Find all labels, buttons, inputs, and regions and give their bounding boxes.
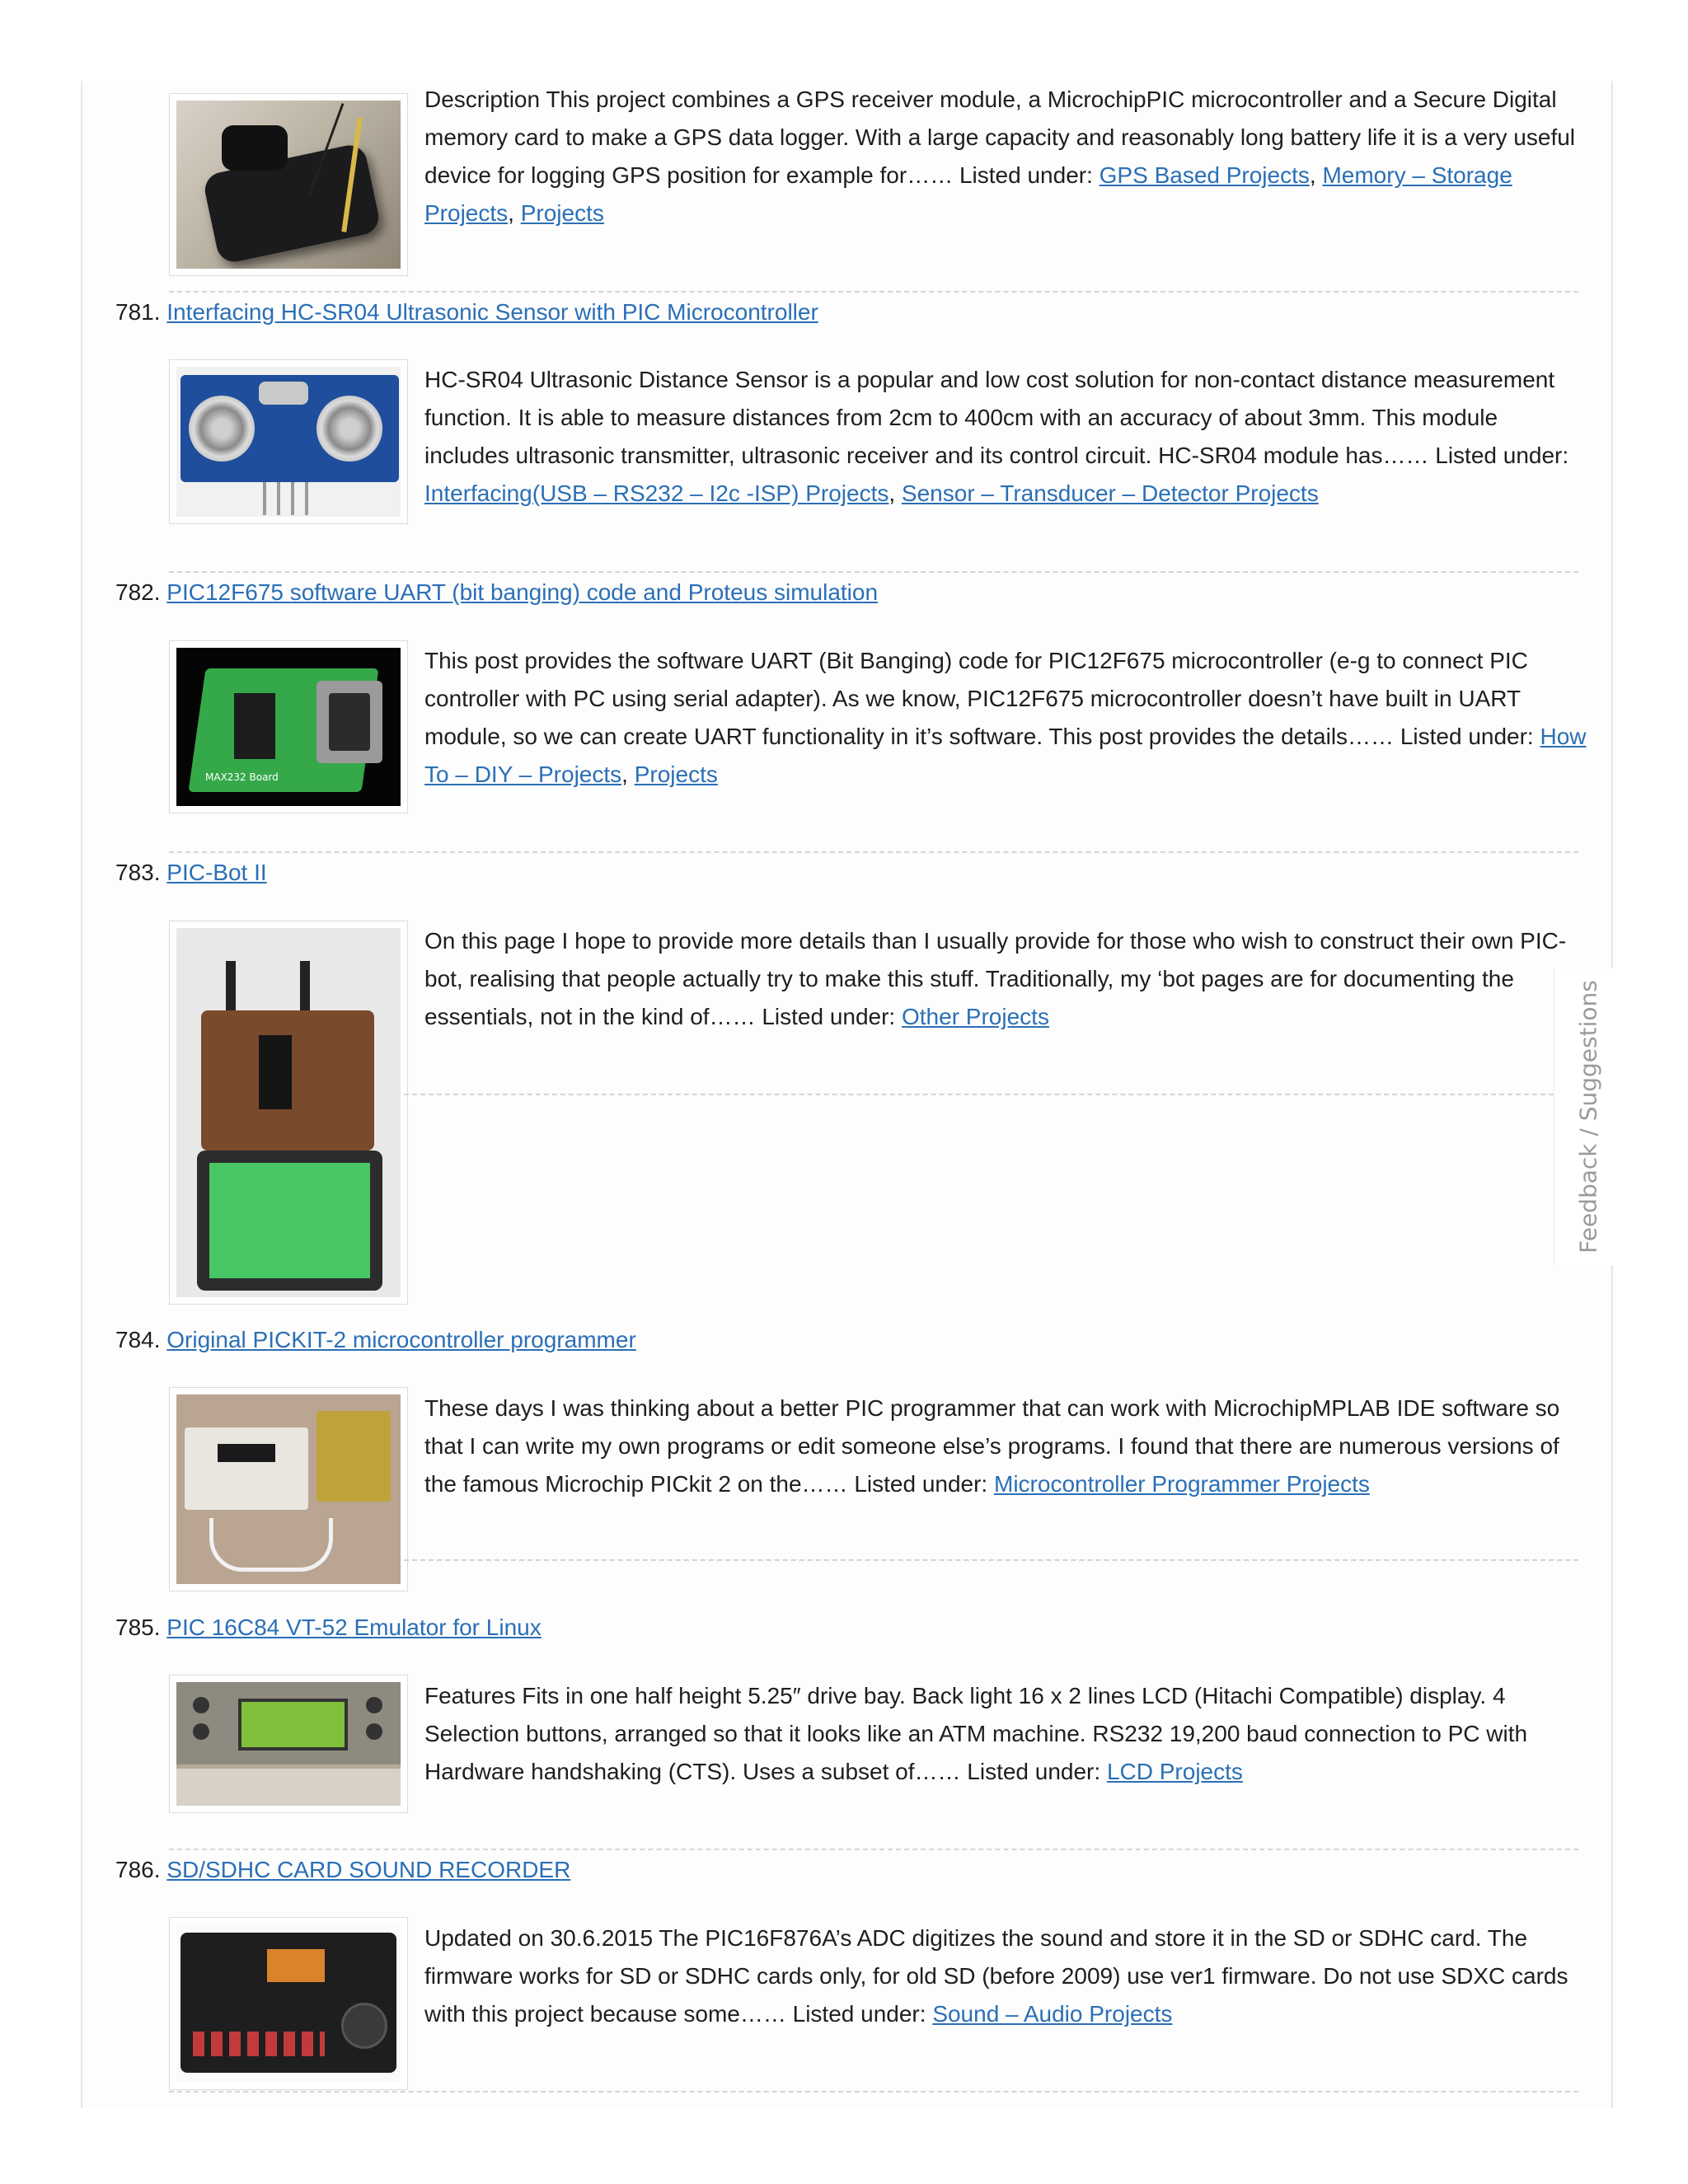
- pickit2-thumbnail[interactable]: [169, 1387, 408, 1591]
- entry-783-heading: [115, 858, 267, 888]
- entry-784-description: [424, 1390, 1587, 1503]
- entry-784-heading: [115, 1325, 636, 1355]
- vt52-emulator-thumbnail[interactable]: [169, 1675, 408, 1813]
- entry-782-text: This post provides the software UART (Bit Banging) code for PIC12F675 microcontroller (e-g to connect PIC controller with PC using serial adapter). As we know, PIC12F675 microcontroller doesn’t have built in UART module, so we can create UART functionality in it’s software. This post provides the details…… Listed under:: [424, 648, 1540, 749]
- entry-785-description: [424, 1677, 1587, 1791]
- entry-781-text: HC-SR04 Ultrasonic Distance Sensor is a popular and low cost solution for non-contact distance measurement function. It is able to measure distances from 2cm to 400cm with an accuracy of about 3mm. This module includes ultrasonic transmitter, ultrasonic receiver and its control circuit. HC-SR04 module has…… Listed under:: [424, 367, 1569, 468]
- pic-bot-thumbnail[interactable]: [169, 921, 408, 1305]
- entry-0-text: Description This project combines a GPS receiver module, a MicrochipPIC microcontroller and a Secure Digital memory card to make a GPS data logger. With a large capacity and reasonably long battery life it is a very useful device for logging GPS position for example for…… Listed under:: [424, 87, 1576, 188]
- divider: [169, 2091, 1578, 2093]
- entry-number: 783.: [115, 860, 161, 885]
- hc-sr04-thumbnail[interactable]: [169, 359, 408, 524]
- category-link[interactable]: Projects: [520, 200, 604, 226]
- category-link[interactable]: Projects: [634, 762, 718, 787]
- entry-784-text: These days I was thinking about a better PIC programmer that can work with MicrochipMPLAB IDE software so that I can write my own programs or edit someone else’s programs. I found that there are numerous versions of the famous Microchip PICkit 2 on the…… Listed under:: [424, 1395, 1560, 1497]
- entry-786-description: [424, 1919, 1587, 2033]
- entry-title-link[interactable]: PIC-Bot II: [166, 860, 267, 885]
- divider: [169, 851, 1578, 853]
- entry-number: 786.: [115, 1857, 161, 1882]
- entry-785-heading: [115, 1613, 542, 1643]
- gps-logger-thumbnail[interactable]: [169, 93, 408, 276]
- category-link[interactable]: GPS Based Projects: [1099, 162, 1310, 188]
- sound-recorder-thumbnail[interactable]: [169, 1917, 408, 2090]
- feedback-label: Feedback / Suggestions: [1574, 980, 1602, 1254]
- entry-782-description: This post provides the software UART (Bit Banging) code for PIC12F675 microcontroller (e-g to connect PIC controller with PC using serial adapter). As we know, PIC12F675 microcontroller doesn’t have built in UART module, so we can create UART functionality in it’s software. This post provides the details…… Listed under: How To – DIY – Projects, Projects: [424, 648, 1587, 787]
- entry-781-description: HC-SR04 Ultrasonic Distance Sensor is a popular and low cost solution for non-contact distance measurement function. It is able to measure distances from 2cm to 400cm with an accuracy of about 3mm. This module includes ultrasonic transmitter, ultrasonic receiver and its control circuit. HC-SR04 module has…… Listed under: Interfacing(USB – RS232 – I2c -ISP) Projects, Sensor – Transducer – Detector Projects: [424, 367, 1569, 506]
- category-link[interactable]: Microcontroller Programmer Projects: [994, 1471, 1370, 1497]
- entry-783-text: On this page I hope to provide more details than I usually provide for those who wish to construct their own PIC-bot, realising that people actually try to make this stuff. Traditionally, my ‘bot pages are for documenting the essentials, not in the kind of…… Listed under:: [424, 928, 1567, 1029]
- category-link[interactable]: How To – DIY – Projects: [424, 724, 1587, 787]
- entry-title-link[interactable]: PIC12F675 software UART (bit banging) code and Proteus simulation: [166, 579, 879, 605]
- category-link[interactable]: Interfacing(USB – RS232 – I2c -ISP) Projects: [424, 480, 889, 506]
- category-link[interactable]: Sensor – Transducer – Detector Projects: [901, 480, 1319, 506]
- entry-785-text: Features Fits in one half height 5.25″ drive bay. Back light 16 x 2 lines LCD (Hitachi Compatible) display. 4 Selection buttons, arranged so that it looks like an ATM machine. RS232 19,200 baud connection to PC with Hardware handshaking (CTS). Uses a subset of…… Listed under:: [424, 1683, 1528, 1784]
- feedback-tab[interactable]: [1554, 968, 1622, 1265]
- category-link[interactable]: LCD Projects: [1106, 1759, 1243, 1784]
- divider: [169, 1849, 1578, 1850]
- entry-number: 785.: [115, 1615, 161, 1640]
- divider: [404, 1559, 1578, 1561]
- divider: [169, 571, 1578, 573]
- divider: [169, 291, 1578, 293]
- entry-number: 784.: [115, 1327, 161, 1352]
- entry-title-link[interactable]: Original PICKIT-2 microcontroller programmer: [166, 1327, 636, 1352]
- entry-783-description: [424, 922, 1587, 1036]
- category-link[interactable]: Memory – Storage Projects: [424, 162, 1512, 226]
- entry-number: 781.: [115, 299, 161, 325]
- entry-title-link[interactable]: PIC 16C84 VT-52 Emulator for Linux: [166, 1615, 542, 1640]
- category-link[interactable]: Sound – Audio Projects: [932, 2001, 1173, 2027]
- entry-0-description: Description This project combines a GPS receiver module, a MicrochipPIC microcontroller and a Secure Digital memory card to make a GPS data logger. With a large capacity and reasonably long battery life it is a very useful device for logging GPS position for example for…… Listed under: GPS Based Projects, Memory – Storage Projects, Projects: [424, 87, 1576, 226]
- entry-782-heading: [115, 578, 878, 607]
- divider: [404, 1094, 1578, 1095]
- entry-title-link[interactable]: SD/SDHC CARD SOUND RECORDER: [166, 1857, 571, 1882]
- category-link[interactable]: Other Projects: [902, 1004, 1049, 1029]
- max232-board-thumbnail[interactable]: MAX232 Board: [169, 640, 408, 813]
- entry-786-text: Updated on 30.6.2015 The PIC16F876A’s ADC digitizes the sound and store it in the SD or SDHC card. The firmware works for SD or SDHC cards only, for old SD (before 2009) use ver1 firmware. Do not use SDXC cards with this project because some…… Listed under:: [424, 1925, 1568, 2027]
- entry-title-link[interactable]: Interfacing HC-SR04 Ultrasonic Sensor with PIC Microcontroller: [166, 299, 818, 325]
- entry-number: 782.: [115, 579, 161, 605]
- entry-786-heading: [115, 1855, 570, 1885]
- entry-781-heading: [115, 298, 818, 327]
